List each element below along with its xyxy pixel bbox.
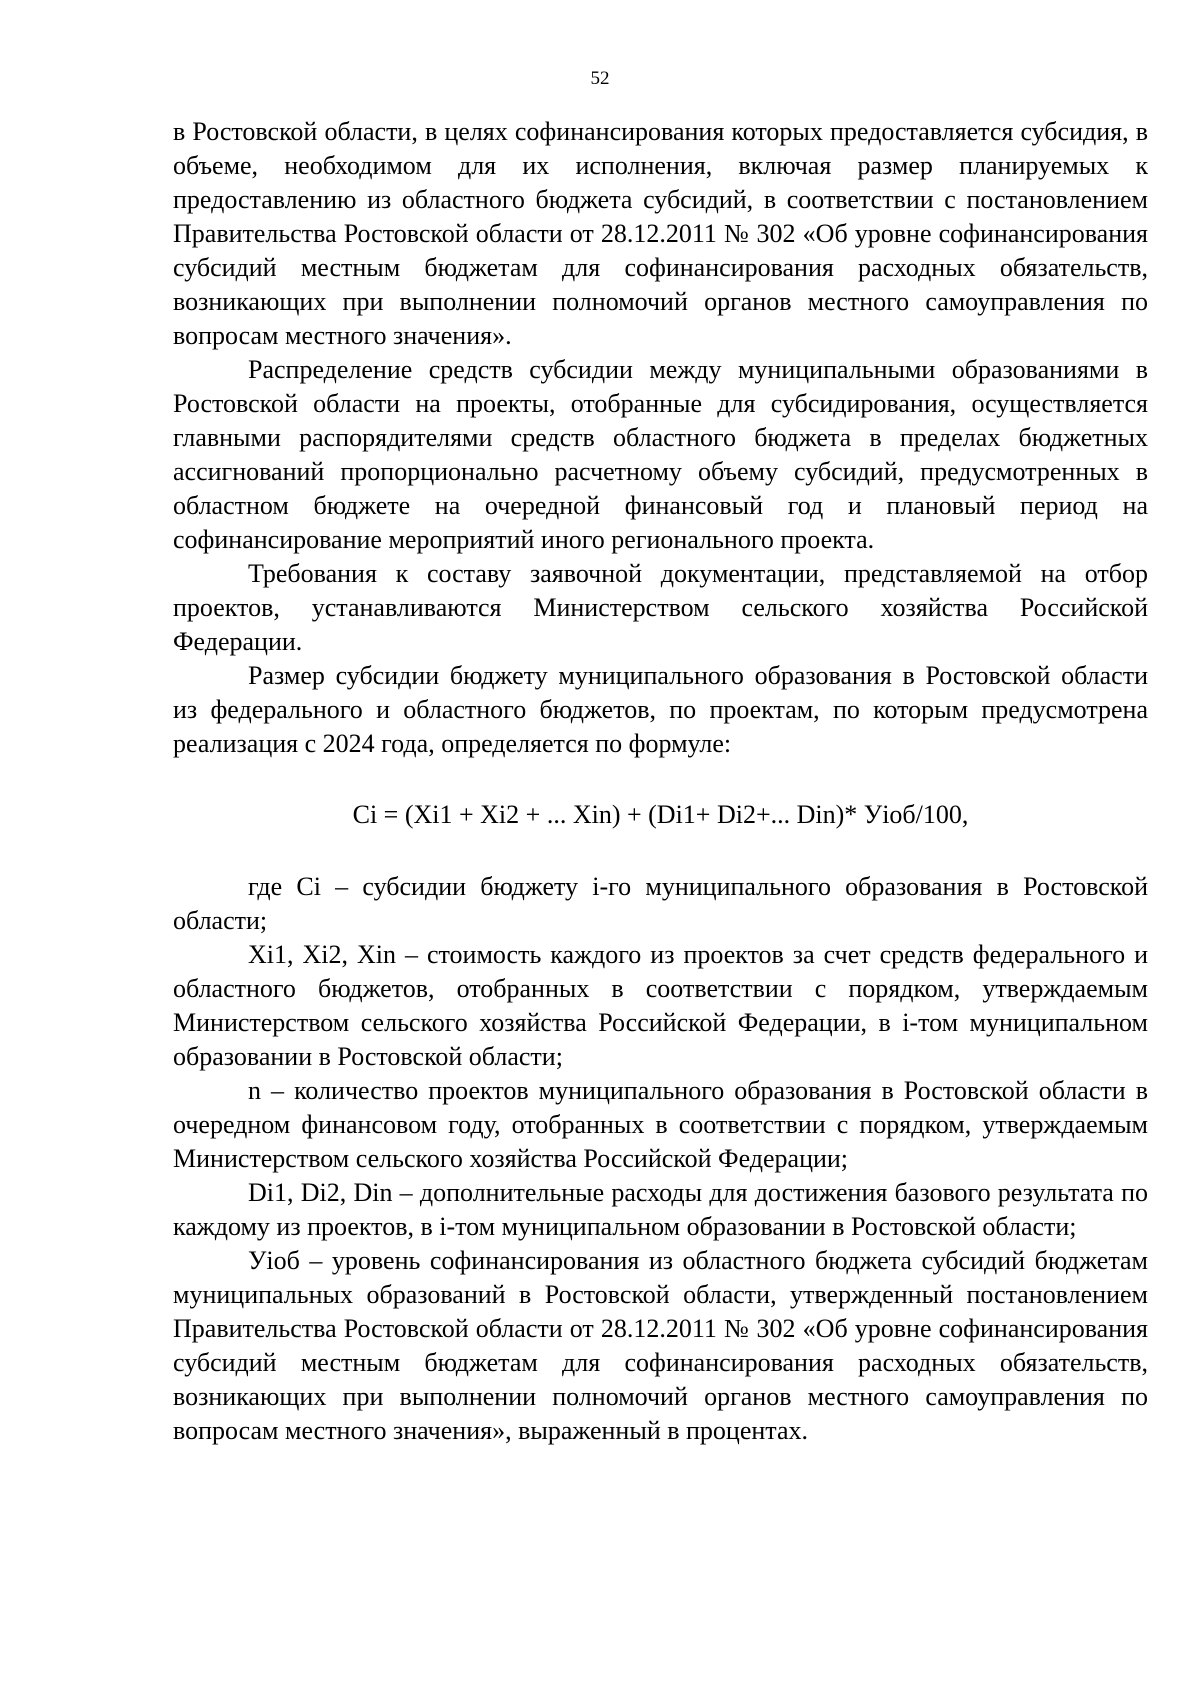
paragraph-requirements: Требования к составу заявочной документации, представляемой на отбор проектов, устанавливаются Министерством сельского хозяйства Российской Федерации. [173,559,1148,656]
definition-n: n – количество проектов муниципального образования в Ростовской области в очередном финансовом году, отобранных в соответствии с порядком, утверждаемым Министерством сельского хозяйства Российской Федерации; [173,1076,1148,1173]
page-number: 52 [590,68,610,89]
definition-uiob: Уioб – уровень софинансирования из областного бюджета субсидий бюджетам муниципальных образований в Ростовской области, утвержденный постановлением Правительства Ростовской области от 28.12.2011 № 302 «Об уровне софинансирования субсидий местным бюджетам для софинансирования расходных обязательств, возникающих при выполнении полномочий органов местного самоуправления по вопросам местного значения», выраженный в процентах. [173,1246,1148,1445]
paragraph-distribution: Распределение средств субсидии между муниципальными образованиями в Ростовской области на проекты, отобранные для субсидирования, осуществляется главными распорядителями средств областного бюджета в пределах бюджетных ассигнований пропорционально расчетному объему субсидий, предусмотренных в областном бюджете на очередной финансовый год и плановый период на софинансирование мероприятий иного регионального проекта. [173,355,1148,554]
paragraph-subsidy-size: Размер субсидии бюджету муниципального образования в Ростовской области из федерального и областного бюджетов, по проектам, по которым предусмотрена реализация с 2024 года, определяется по формуле: [173,661,1148,758]
subsidy-formula: Ci = (Xi1 + Xi2 + ... Xin) + (Di1+ Di2+... Din)* Уioб/100, [352,800,969,829]
definition-ci: где Ci – субсидии бюджету i-го муниципального образования в Ростовской области; [173,872,1148,935]
definition-di: Di1, Di2, Din – дополнительные расходы для достижения базового результата по каждому из проектов, в i-том муниципальном образовании в Ростовской области; [173,1178,1148,1241]
paragraph-continuation: в Ростовской области, в целях софинансирования которых предоставляется субсидия, в объеме, необходимом для их исполнения, включая размер планируемых к предоставлению из областного бюджета субсидий, в соответствии с постановлением Правительства Ростовской области от 28.12.2011 № 302 «Об уровне софинансирования субсидий местным бюджетам для софинансирования расходных обязательств, возникающих при выполнении полномочий органов местного самоуправления по вопросам местного значения». [173,117,1148,350]
document-body [173,115,1148,1448]
definition-xi: Xi1, Xi2, Xin – стоимость каждого из проектов за счет средств федерального и областного бюджетов, отобранных в соответствии с порядком, утверждаемым Министерством сельского хозяйства Российской Федерации, в i-том муниципальном образовании в Ростовской области; [173,940,1148,1071]
